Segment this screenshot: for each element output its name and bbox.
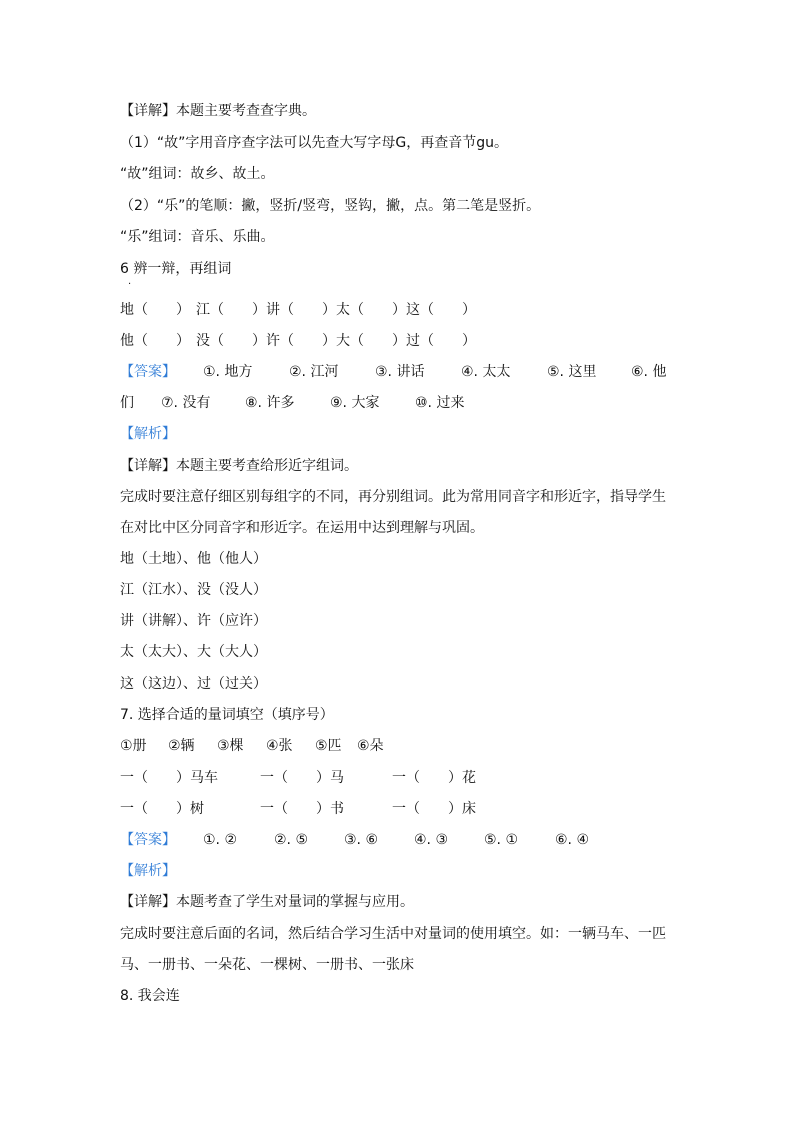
q5-line-2: “故”组词：故乡、故土。 [120, 166, 275, 182]
q6-row2-item-2: 没（ ） [196, 333, 266, 349]
q6-row1-item-3: 讲（ ） [266, 302, 336, 318]
q6-answer-5: ⑤. 这里 [547, 364, 597, 380]
q6-row1-item-1: 地（ ） [120, 302, 190, 318]
q7-answer-6: ⑥. ④ [555, 832, 590, 848]
q7-option-1: ①册 [120, 738, 147, 754]
q7-row2-item-3: 一（ ）床 [392, 801, 476, 817]
q6-answer-2: ②. 江河 [289, 364, 339, 380]
q6-row1-item-2: 江（ ） [196, 302, 266, 318]
q7-row2-item-1: 一（ ）树 [120, 801, 204, 817]
q6-pair-5: 这（这边）、过（过关） [120, 676, 267, 692]
q7-detail: 【详解】本题考查了学生对量词的掌握与应用。 [120, 894, 414, 910]
q6-detail: 【详解】本题主要考查给形近字组词。 [120, 458, 358, 474]
q6-analysis-tag: 【解析】 [120, 426, 176, 442]
q7-option-6: ⑥朵 [357, 738, 384, 754]
q7-row2-item-2: 一（ ）书 [260, 801, 344, 817]
q6-explain-2: 在对比中区分同音字和形近字。在运用中达到理解与巩固。 [120, 520, 484, 536]
q7-answer-5: ⑤. ① [484, 832, 519, 848]
q6-pair-4: 太（太大）、大（大人） [120, 644, 267, 660]
q5-detail: 【详解】本题主要考查查字典。 [120, 103, 316, 119]
q6-answer-6: ⑥. 他 [631, 364, 667, 380]
q6-row1-item-5: 这（ ） [406, 302, 476, 318]
q6-answer-7: ⑦. 没有 [161, 395, 211, 411]
q7-analysis-tag: 【解析】 [120, 863, 176, 879]
q7-answer-2: ②. ⑤ [274, 832, 309, 848]
q7-explain-1: 完成时要注意后面的名词，然后结合学习生活中对量词的使用填空。如：一辆马车、一匹 [120, 926, 666, 942]
q6-row2-item-3: 许（ ） [266, 333, 336, 349]
q6-pair-3: 讲（讲解）、许（应许） [120, 613, 267, 629]
q6-answer-9: ⑨. 大家 [330, 395, 380, 411]
q6-answer-10: ⑩. 过来 [415, 395, 465, 411]
q7-answer-1: ①. ② [203, 832, 238, 848]
q5-line-4: “乐”组词：音乐、乐曲。 [120, 229, 275, 245]
q6-pair-2: 江（江水）、没（没人） [120, 582, 267, 598]
q7-explain-2: 马、一册书、一朵花、一棵树、一册书、一张床 [120, 957, 414, 973]
q6-row1-item-4: 太（ ） [336, 302, 406, 318]
q6-pair-1: 地（土地）、他（他人） [120, 551, 267, 567]
q6-answer-8: ⑧. 许多 [245, 395, 295, 411]
q7-option-5: ⑤匹 [315, 738, 342, 754]
q6-row2-item-1: 他（ ） [120, 333, 190, 349]
q6-title: 6 辨一辩，再组词 [120, 261, 232, 277]
q7-option-2: ②辆 [168, 738, 195, 754]
q6-answer-6-cont: 们 [120, 395, 134, 411]
q6-row2-item-4: 大（ ） [336, 333, 406, 349]
q5-line-3: （2）“乐”的笔顺：撇，竖折/竖弯，竖钩，撇，点。第二笔是竖折。 [120, 198, 541, 214]
q7-row1-item-3: 一（ ）花 [392, 770, 476, 786]
q8-title: 8. 我会连 [120, 988, 180, 1004]
q6-answer-3: ③. 讲话 [375, 364, 425, 380]
q7-answer-3: ③. ⑥ [344, 832, 379, 848]
q7-row1-item-2: 一（ ）马 [260, 770, 344, 786]
q6-row2-item-5: 过（ ） [406, 333, 476, 349]
q7-title: 7. 选择合适的量词填空（填序号） [120, 707, 334, 723]
q6-emphasis-dot: · [128, 279, 132, 290]
q6-answer-1: ①. 地方 [203, 364, 253, 380]
q7-answer-tag: 【答案】 [120, 832, 176, 848]
q5-line-1: （1）“故”字用音序查字法可以先查大写字母G，再查音节gu。 [120, 135, 509, 151]
q6-explain-1: 完成时要注意仔细区别每组字的不同，再分别组词。此为常用同音字和形近字，指导学生 [120, 489, 666, 505]
q6-answer-4: ④. 太太 [461, 364, 511, 380]
q7-option-3: ③棵 [217, 738, 244, 754]
q7-row1-item-1: 一（ ）马车 [120, 770, 218, 786]
q6-answer-tag: 【答案】 [120, 364, 176, 380]
q7-answer-4: ④. ③ [414, 832, 449, 848]
q7-option-4: ④张 [266, 738, 293, 754]
